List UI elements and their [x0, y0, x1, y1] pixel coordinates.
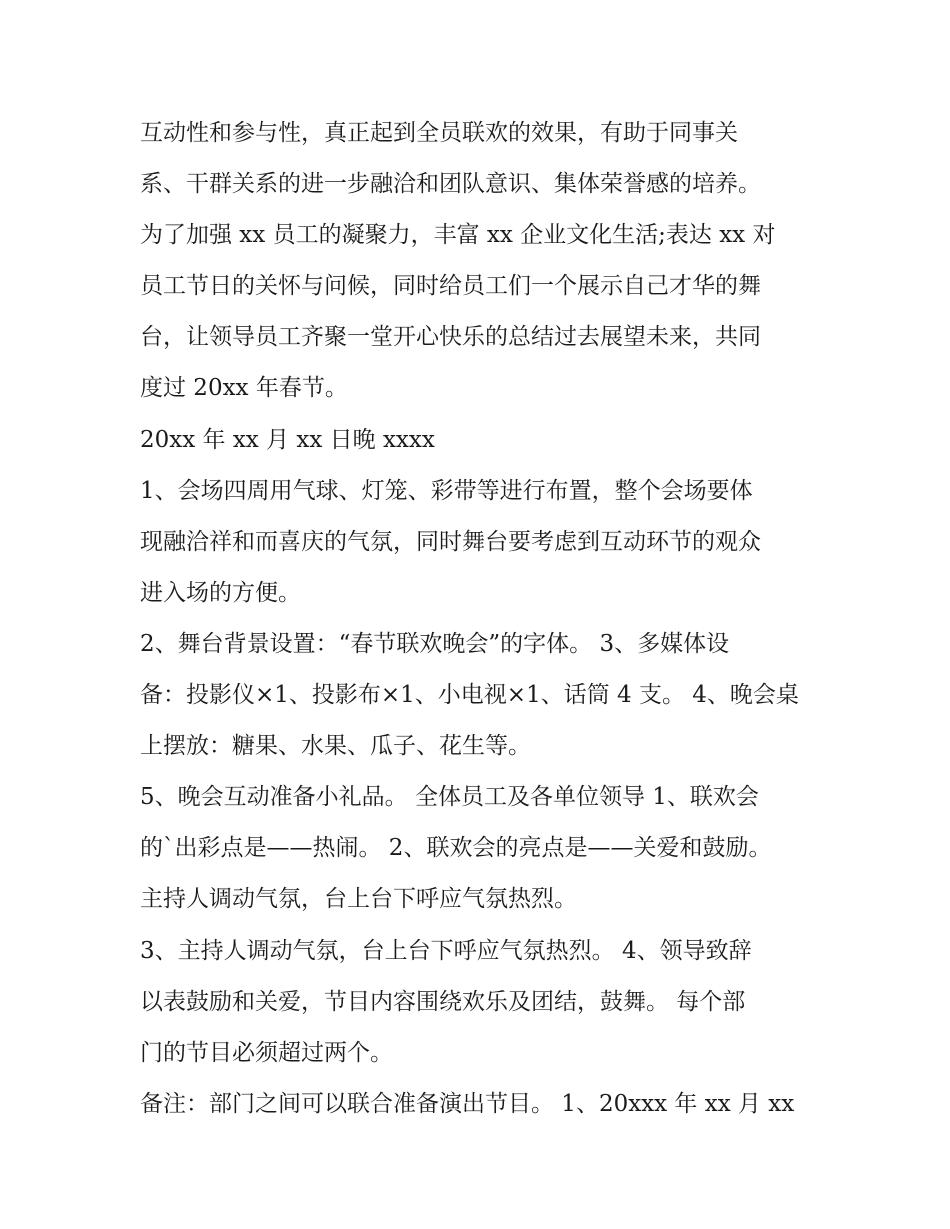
- date-line: 20xx 年 xx 月 xx 日晚 xxxx: [140, 426, 435, 453]
- text-line: 5、晚会互动准备小礼品。 全体员工及各单位领导 1、联欢会: [140, 784, 759, 811]
- text-line: 以表鼓励和关爱，节目内容围绕欢乐及团结，鼓舞。 每个部: [140, 988, 746, 1015]
- text-line: 现融洽祥和而喜庆的气氛，同时舞台要考虑到互动环节的观众: [140, 528, 761, 555]
- text-line: 门的节目必须超过两个。: [140, 1039, 393, 1066]
- text-line: 主持人调动气氛，台上台下呼应气氛热烈。: [140, 886, 577, 913]
- text-line: 3、主持人调动气氛，台上台下呼应气氛热烈。 4、领导致辞: [140, 937, 752, 964]
- text-line: 系、干群关系的进一步融洽和团队意识、集体荣誉感的培养。: [140, 171, 761, 198]
- text-line: 台，让领导员工齐聚一堂开心快乐的总结过去展望未来，共同: [140, 324, 761, 351]
- text-line: 备注：部门之间可以联合准备演出节目。 1、20xxx 年 xx 月 xx: [140, 1090, 795, 1117]
- text-line: 员工节日的关怀与问候，同时给员工们一个展示自己才华的舞: [140, 273, 761, 300]
- text-line: 备：投影仪×1、投影布×1、小电视×1、话筒 4 支。 4、晚会桌: [140, 682, 799, 709]
- text-line: 的`出彩点是——热闹。 2、联欢会的亮点是——关爱和鼓励。: [140, 835, 772, 862]
- text-line: 为了加强 xx 员工的凝聚力，丰富 xx 企业文化生活;表达 xx 对: [140, 222, 776, 249]
- text-line: 进入场的方便。: [140, 579, 301, 606]
- document-body: [140, 108, 820, 1130]
- text-line: 上摆放：糖果、水果、瓜子、花生等。: [140, 733, 531, 760]
- text-line: 2、舞台背景设置：“春节联欢晚会”的字体。 3、多媒体设: [140, 630, 730, 657]
- text-line: 度过 20xx 年春节。: [140, 375, 348, 402]
- text-line: 1、会场四周用气球、灯笼、彩带等进行布置，整个会场要体: [140, 477, 753, 504]
- text-line: 互动性和参与性，真正起到全员联欢的效果，有助于同事关: [140, 120, 738, 146]
